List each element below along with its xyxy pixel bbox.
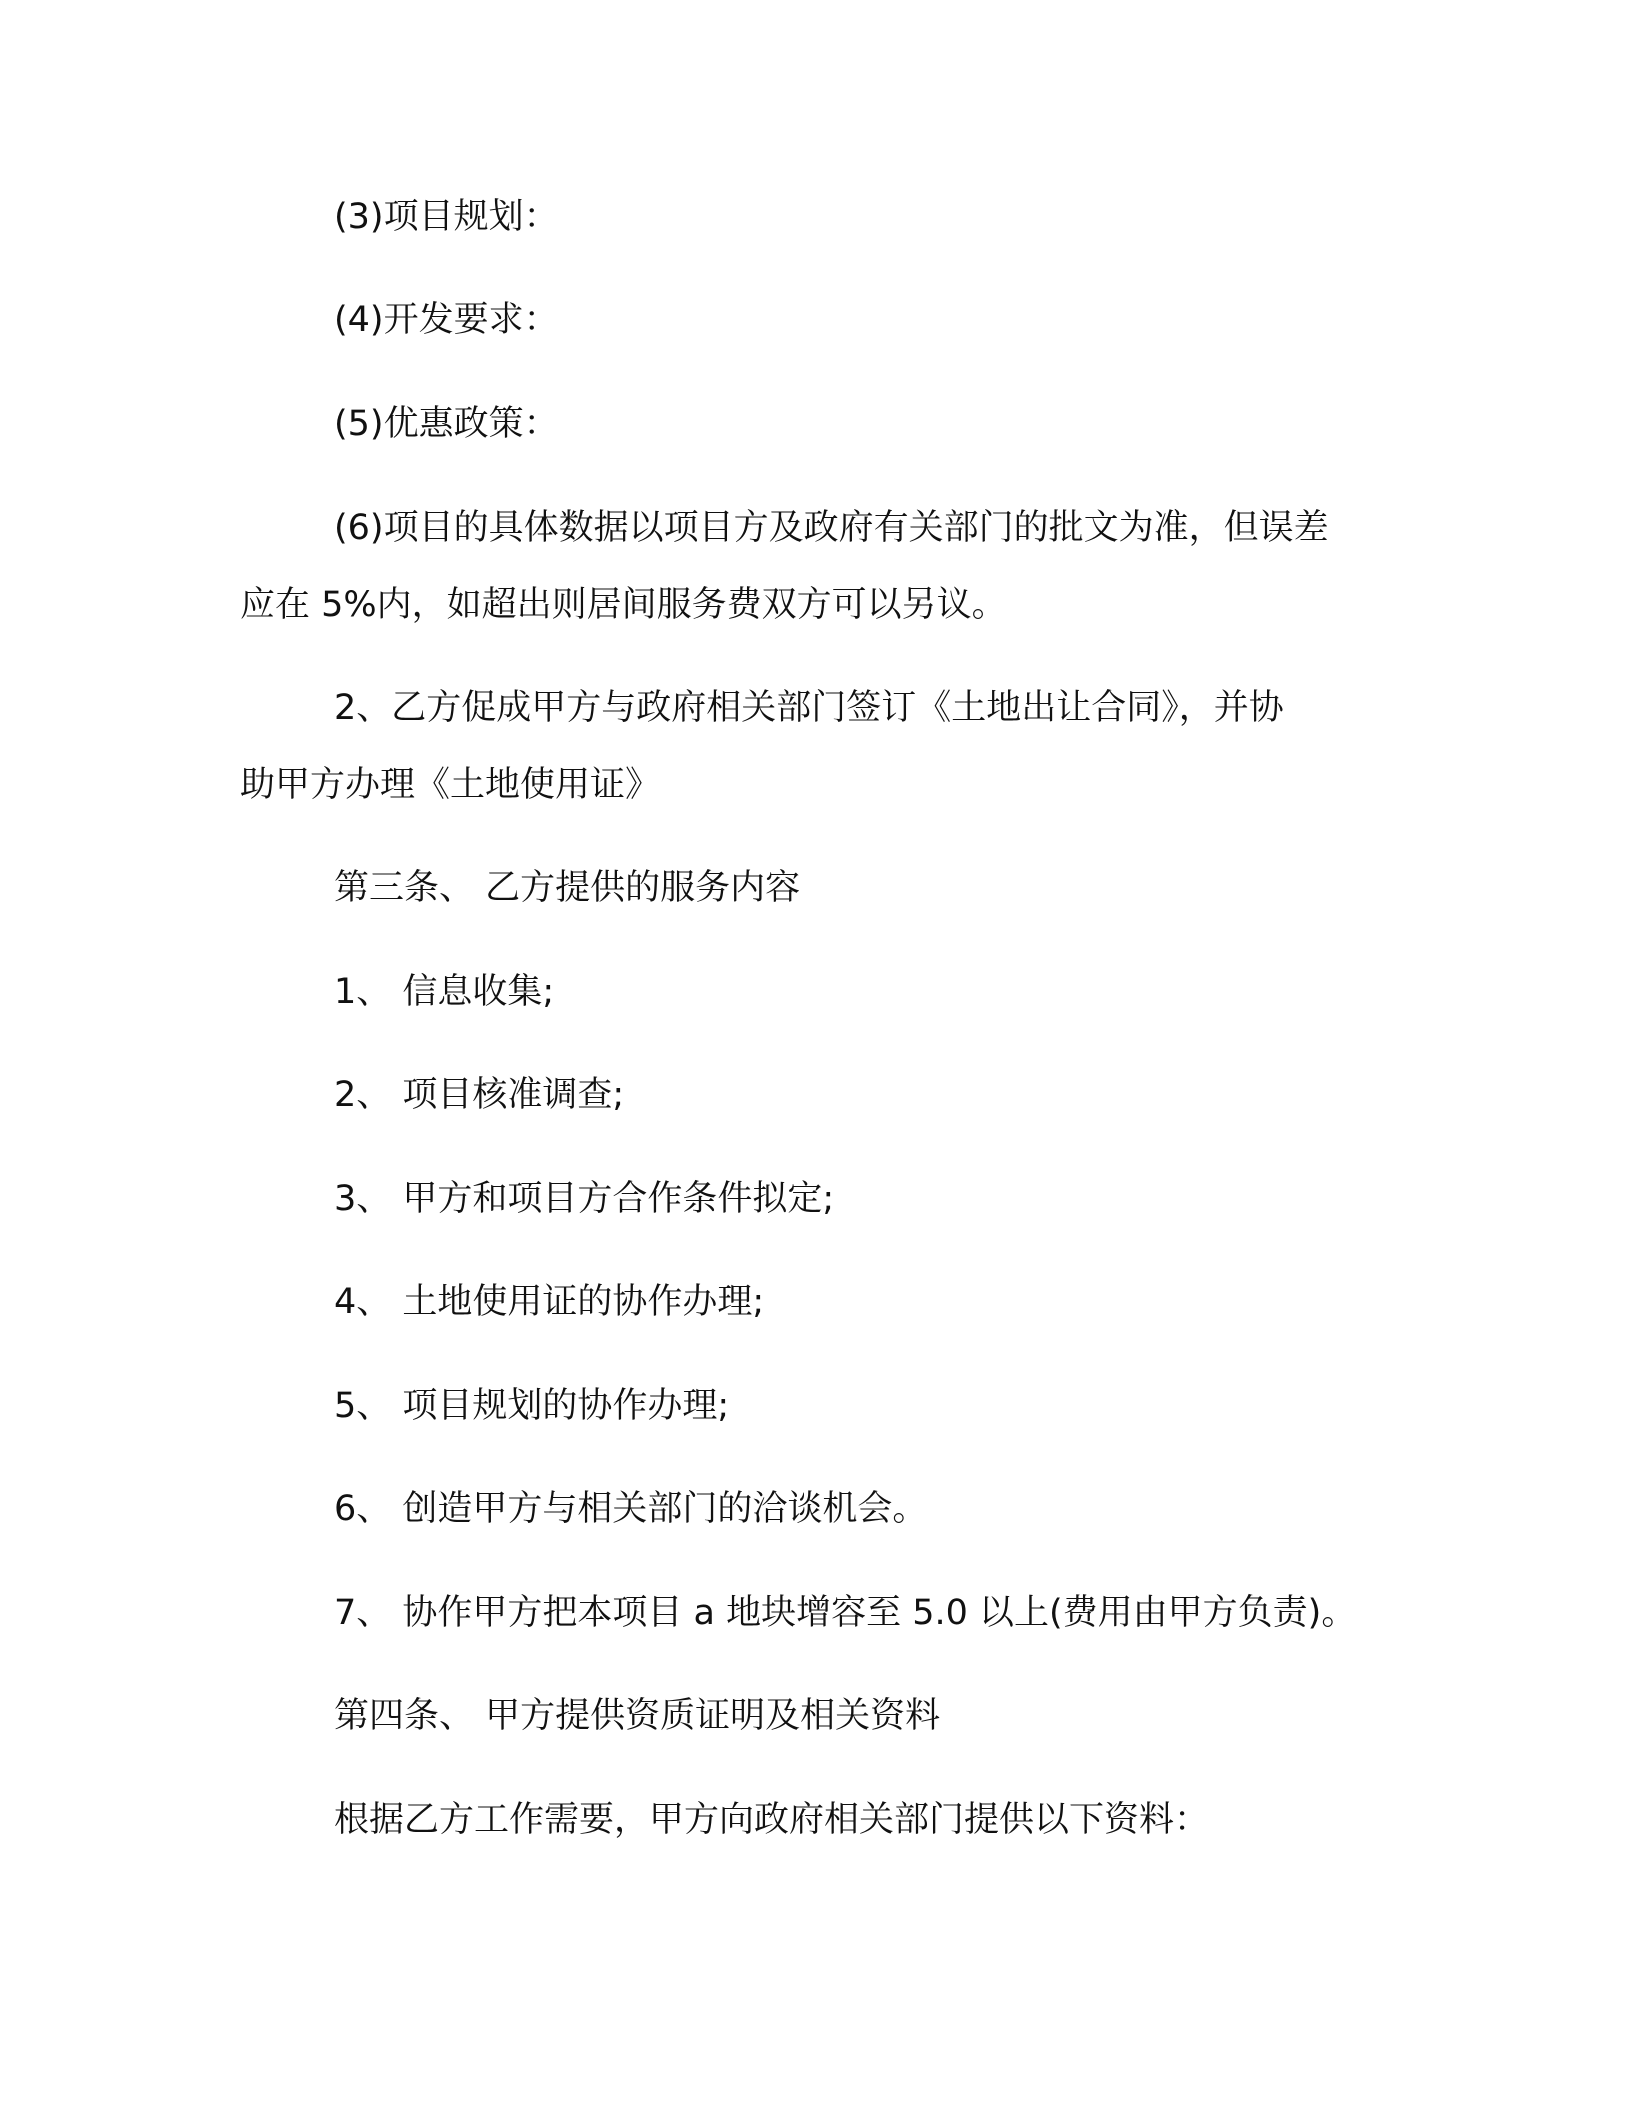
item-preferential-policy: (5)优惠政策： [334, 404, 559, 444]
article-3-heading: 第三条、 乙方提供的服务内容 [334, 868, 801, 908]
materials-intro: 根据乙方工作需要，甲方向政府相关部门提供以下资料： [334, 1800, 1210, 1840]
service-item-2: 2、 项目核准调查; [334, 1075, 625, 1115]
clause-2-line-1: 2、乙方促成甲方与政府相关部门签订《土地出让合同》，并协 [334, 688, 1284, 728]
item-project-data-line-1: (6)项目的具体数据以项目方及政府有关部门的批文为准，但误差 [334, 508, 1329, 548]
service-item-3: 3、 甲方和项目方合作条件拟定; [334, 1179, 835, 1219]
clause-2-line-2: 助甲方办理《土地使用证》 [240, 765, 661, 805]
service-item-6: 6、 创造甲方与相关部门的洽谈机会。 [334, 1489, 928, 1529]
item-project-data-line-2: 应在 5%内，如超出则居间服务费双方可以另议。 [240, 585, 1007, 625]
service-item-4: 4、 土地使用证的协作办理; [334, 1282, 765, 1322]
article-4-heading: 第四条、 甲方提供资质证明及相关资料 [334, 1696, 941, 1736]
service-item-5: 5、 项目规划的协作办理; [334, 1386, 730, 1426]
service-item-7: 7、 协作甲方把本项目 a 地块增容至 5.0 以上(费用由甲方负责)。 [334, 1593, 1357, 1633]
item-development-requirements: (4)开发要求： [334, 300, 559, 340]
item-project-planning: (3)项目规划： [334, 197, 559, 237]
service-item-1: 1、 信息收集; [334, 972, 555, 1012]
